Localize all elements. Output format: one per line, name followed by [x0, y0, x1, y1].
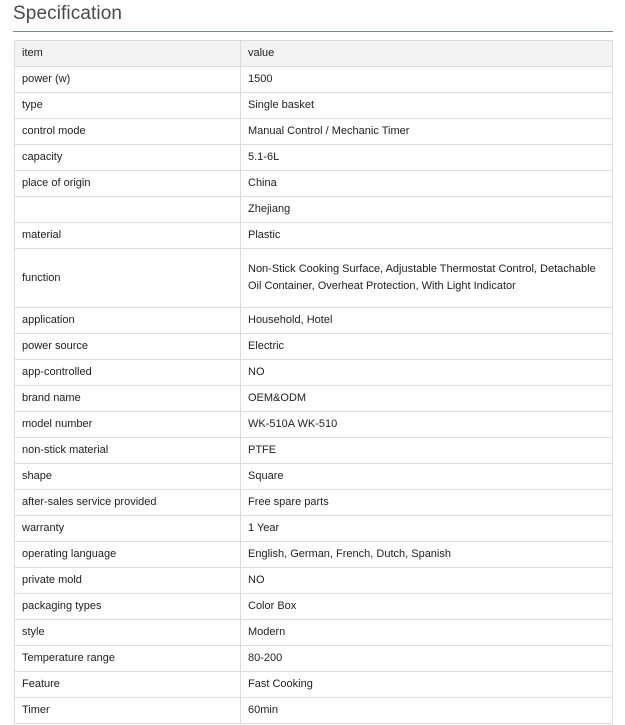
- row-item-label: non-stick material: [15, 438, 241, 464]
- row-item-label: power source: [15, 334, 241, 360]
- table-row: [15, 438, 613, 464]
- row-item-value: OEM&ODM: [241, 386, 613, 412]
- table-row: [15, 145, 613, 171]
- row-item-label: after-sales service provided: [15, 490, 241, 516]
- row-item-label: [15, 197, 241, 223]
- row-item-label: Feature: [15, 672, 241, 698]
- table-row: [15, 360, 613, 386]
- table-row: [15, 594, 613, 620]
- row-item-value: Plastic: [241, 223, 613, 249]
- table-row: [15, 698, 613, 724]
- row-item-label: model number: [15, 412, 241, 438]
- row-item-label: warranty: [15, 516, 241, 542]
- row-item-value: Non-Stick Cooking Surface, Adjustable Thermostat Control, Detachable Oil Container, Overheat Protection, With Light Indicator: [241, 249, 613, 308]
- table-row: [15, 464, 613, 490]
- table-row: [15, 223, 613, 249]
- row-item-label: application: [15, 308, 241, 334]
- row-item-label: capacity: [15, 145, 241, 171]
- table-row: [15, 542, 613, 568]
- page-title: Specification: [13, 3, 123, 24]
- table-row: [15, 249, 613, 308]
- table-row: [15, 412, 613, 438]
- table-row: [15, 119, 613, 145]
- table-row: [15, 672, 613, 698]
- title-divider: [13, 31, 613, 32]
- row-item-label: function: [15, 249, 241, 308]
- row-item-label: place of origin: [15, 171, 241, 197]
- row-item-value: WK-510A WK-510: [241, 412, 613, 438]
- table-row: [15, 386, 613, 412]
- row-item-value: Household, Hotel: [241, 308, 613, 334]
- row-item-value: 60min: [241, 698, 613, 724]
- row-item-value: Fast Cooking: [241, 672, 613, 698]
- row-item-label: app-controlled: [15, 360, 241, 386]
- row-item-value: NO: [241, 568, 613, 594]
- row-item-value: Zhejiang: [241, 197, 613, 223]
- row-item-label: Timer: [15, 698, 241, 724]
- row-item-label: Temperature range: [15, 646, 241, 672]
- row-item-label: brand name: [15, 386, 241, 412]
- table-row: [15, 171, 613, 197]
- table-row: [15, 620, 613, 646]
- header-item: item: [15, 41, 241, 67]
- row-item-value: Single basket: [241, 93, 613, 119]
- header-value: value: [241, 41, 613, 67]
- row-item-value: 5.1-6L: [241, 145, 613, 171]
- row-item-label: power (w): [15, 67, 241, 93]
- row-item-label: style: [15, 620, 241, 646]
- table-row: [15, 197, 613, 223]
- table-row: [15, 646, 613, 672]
- row-item-label: type: [15, 93, 241, 119]
- row-item-value: NO: [241, 360, 613, 386]
- row-item-value: Color Box: [241, 594, 613, 620]
- table-row: [15, 67, 613, 93]
- row-item-value: Manual Control / Mechanic Timer: [241, 119, 613, 145]
- row-item-label: material: [15, 223, 241, 249]
- row-item-label: operating language: [15, 542, 241, 568]
- row-item-value: 80-200: [241, 646, 613, 672]
- row-item-value: Modern: [241, 620, 613, 646]
- row-item-value: PTFE: [241, 438, 613, 464]
- table-row: [15, 93, 613, 119]
- table-header-row: [15, 41, 613, 67]
- row-item-value: 1500: [241, 67, 613, 93]
- row-item-value: Square: [241, 464, 613, 490]
- row-item-value: Electric: [241, 334, 613, 360]
- table-row: [15, 490, 613, 516]
- row-item-label: control mode: [15, 119, 241, 145]
- table-row: [15, 308, 613, 334]
- table-row: [15, 516, 613, 542]
- table-row: [15, 334, 613, 360]
- row-item-label: shape: [15, 464, 241, 490]
- row-item-value: Free spare parts: [241, 490, 613, 516]
- row-item-value: 1 Year: [241, 516, 613, 542]
- specification-table: [14, 40, 613, 724]
- table-row: [15, 568, 613, 594]
- row-item-value: China: [241, 171, 613, 197]
- row-item-label: packaging types: [15, 594, 241, 620]
- row-item-value: English, German, French, Dutch, Spanish: [241, 542, 613, 568]
- row-item-label: private mold: [15, 568, 241, 594]
